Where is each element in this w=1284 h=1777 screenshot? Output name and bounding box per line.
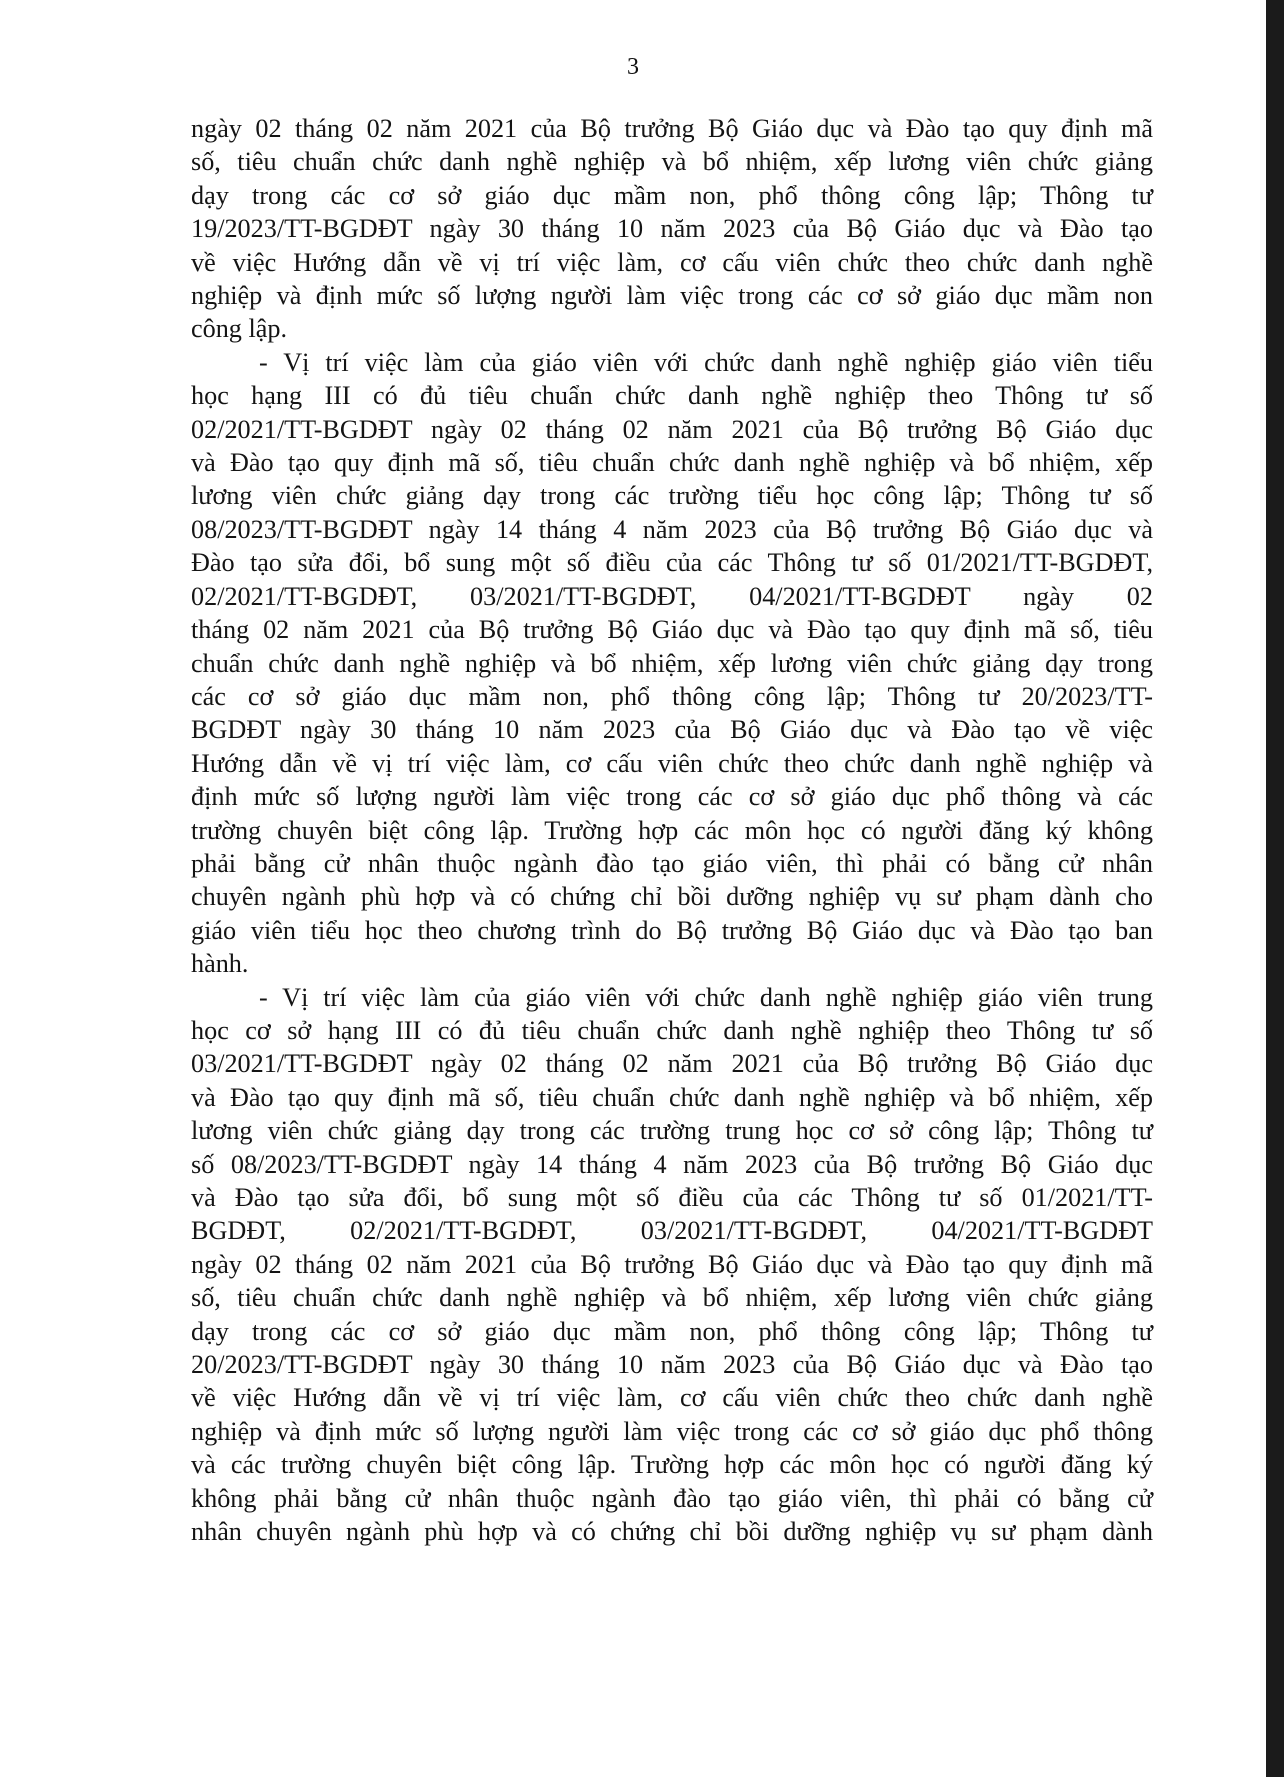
- text-line: trường chuyên biệt công lập. Trường hợp các môn học có người đăng ký không: [191, 815, 1153, 845]
- text-line: - Vị trí việc làm của giáo viên với chức danh nghề nghiệp giáo viên tiểu: [259, 347, 1153, 377]
- text-line: 02/2021/TT-BGDĐT ngày 02 tháng 02 năm 2021 của Bộ trưởng Bộ Giáo dục: [191, 414, 1153, 444]
- text-line: và Đào tạo sửa đổi, bổ sung một số điều của các Thông tư số 01/2021/TT-: [191, 1183, 1153, 1212]
- text-line: số, tiêu chuẩn chức danh nghề nghiệp và bổ nhiệm, xếp lương viên chức giảng: [191, 147, 1153, 177]
- text-line: và Đào tạo quy định mã số, tiêu chuẩn chức danh nghề nghiệp và bổ nhiệm, xếp: [191, 448, 1153, 478]
- text-line: giáo viên tiểu học theo chương trình do Bộ trưởng Bộ Giáo dục và Đào tạo ban: [191, 915, 1153, 945]
- text-line: không phải bằng cử nhân thuộc ngành đào tạo giáo viên, thì phải có bằng cử: [191, 1483, 1153, 1513]
- text-line: BGDĐT, 02/2021/TT-BGDĐT, 03/2021/TT-BGDĐT, 04/2021/TT-BGDĐT: [191, 1216, 1153, 1246]
- text-line: 03/2021/TT-BGDĐT ngày 02 tháng 02 năm 2021 của Bộ trưởng Bộ Giáo dục: [191, 1049, 1153, 1079]
- paragraph-continuation: [191, 112, 1153, 346]
- text-line: và các trường chuyên biệt công lập. Trường hợp các môn học có người đăng ký: [191, 1450, 1153, 1480]
- text-line: BGDĐT ngày 30 tháng 10 năm 2023 của Bộ Giáo dục và Đào tạo về việc: [191, 715, 1153, 745]
- text-line: lương viên chức giảng dạy trong các trường tiểu học công lập; Thông tư số: [191, 481, 1153, 511]
- text-line: nghiệp và định mức số lượng người làm việc trong các cơ sở giáo dục phổ thông: [191, 1416, 1153, 1446]
- document-body: [191, 112, 1153, 1548]
- text-line: 02/2021/TT-BGDĐT, 03/2021/TT-BGDĐT, 04/2021/TT-BGDĐT ngày 02: [191, 581, 1153, 611]
- page-number: 3: [627, 54, 639, 80]
- text-line: Hướng dẫn về vị trí việc làm, cơ cấu viên chức theo chức danh nghề nghiệp và: [191, 748, 1153, 778]
- text-line: nhân chuyên ngành phù hợp và có chứng chỉ bồi dưỡng nghiệp vụ sư phạm dành: [191, 1517, 1153, 1547]
- text-line: Đào tạo sửa đổi, bổ sung một số điều của các Thông tư số 01/2021/TT-BGDĐT,: [191, 548, 1153, 578]
- text-line: ngày 02 tháng 02 năm 2021 của Bộ trưởng Bộ Giáo dục và Đào tạo quy định mã: [191, 114, 1153, 143]
- text-line: về việc Hướng dẫn về vị trí việc làm, cơ cấu viên chức theo chức danh nghề: [191, 1383, 1153, 1413]
- text-line: tháng 02 năm 2021 của Bộ trưởng Bộ Giáo dục và Đào tạo quy định mã số, tiêu: [191, 615, 1153, 645]
- text-line: dạy trong các cơ sở giáo dục mầm non, phổ thông công lập; Thông tư: [191, 1316, 1153, 1346]
- text-line: nghiệp và định mức số lượng người làm việc trong các cơ sở giáo dục mầm non: [191, 281, 1153, 311]
- text-line: lương viên chức giảng dạy trong các trường trung học cơ sở công lập; Thông tư: [191, 1116, 1153, 1146]
- text-line: chuẩn chức danh nghề nghiệp và bổ nhiệm, xếp lương viên chức giảng dạy trong: [191, 648, 1153, 678]
- text-line: ngày 02 tháng 02 năm 2021 của Bộ trưởng Bộ Giáo dục và Đào tạo quy định mã: [191, 1249, 1153, 1279]
- text-line: - Vị trí việc làm của giáo viên với chức danh nghề nghiệp giáo viên trung: [259, 982, 1153, 1012]
- text-line: về việc Hướng dẫn về vị trí việc làm, cơ cấu viên chức theo chức danh nghề: [191, 247, 1153, 277]
- text-line: chuyên ngành phù hợp và có chứng chỉ bồi dưỡng nghiệp vụ sư phạm dành cho: [191, 882, 1153, 912]
- paragraph-primary-teacher: [191, 346, 1153, 981]
- text-line: 19/2023/TT-BGDĐT ngày 30 tháng 10 năm 2023 của Bộ Giáo dục và Đào tạo: [191, 214, 1153, 244]
- text-line: và Đào tạo quy định mã số, tiêu chuẩn chức danh nghề nghiệp và bổ nhiệm, xếp: [191, 1082, 1153, 1112]
- text-line: học cơ sở hạng III có đủ tiêu chuẩn chức danh nghề nghiệp theo Thông tư số: [191, 1015, 1153, 1045]
- paragraph-secondary-teacher: [191, 981, 1153, 1549]
- text-line: phải bằng cử nhân thuộc ngành đào tạo giáo viên, thì phải có bằng cử nhân: [191, 848, 1153, 878]
- text-line: số, tiêu chuẩn chức danh nghề nghiệp và bổ nhiệm, xếp lương viên chức giảng: [191, 1283, 1153, 1313]
- text-line: 20/2023/TT-BGDĐT ngày 30 tháng 10 năm 2023 của Bộ Giáo dục và Đào tạo: [191, 1350, 1153, 1380]
- text-line: số 08/2023/TT-BGDĐT ngày 14 tháng 4 năm 2023 của Bộ trưởng Bộ Giáo dục: [191, 1149, 1153, 1179]
- scan-border: [1266, 0, 1284, 1777]
- text-line: định mức số lượng người làm việc trong các cơ sở giáo dục phổ thông và các: [191, 782, 1153, 812]
- text-line: công lập.: [191, 314, 287, 344]
- text-line: dạy trong các cơ sở giáo dục mầm non, phổ thông công lập; Thông tư: [191, 180, 1153, 210]
- text-line: hành.: [191, 949, 249, 979]
- text-line: các cơ sở giáo dục mầm non, phổ thông công lập; Thông tư 20/2023/TT-: [191, 681, 1153, 711]
- text-line: 08/2023/TT-BGDĐT ngày 14 tháng 4 năm 2023 của Bộ trưởng Bộ Giáo dục và: [191, 514, 1153, 544]
- text-line: học hạng III có đủ tiêu chuẩn chức danh nghề nghiệp theo Thông tư số: [191, 381, 1153, 411]
